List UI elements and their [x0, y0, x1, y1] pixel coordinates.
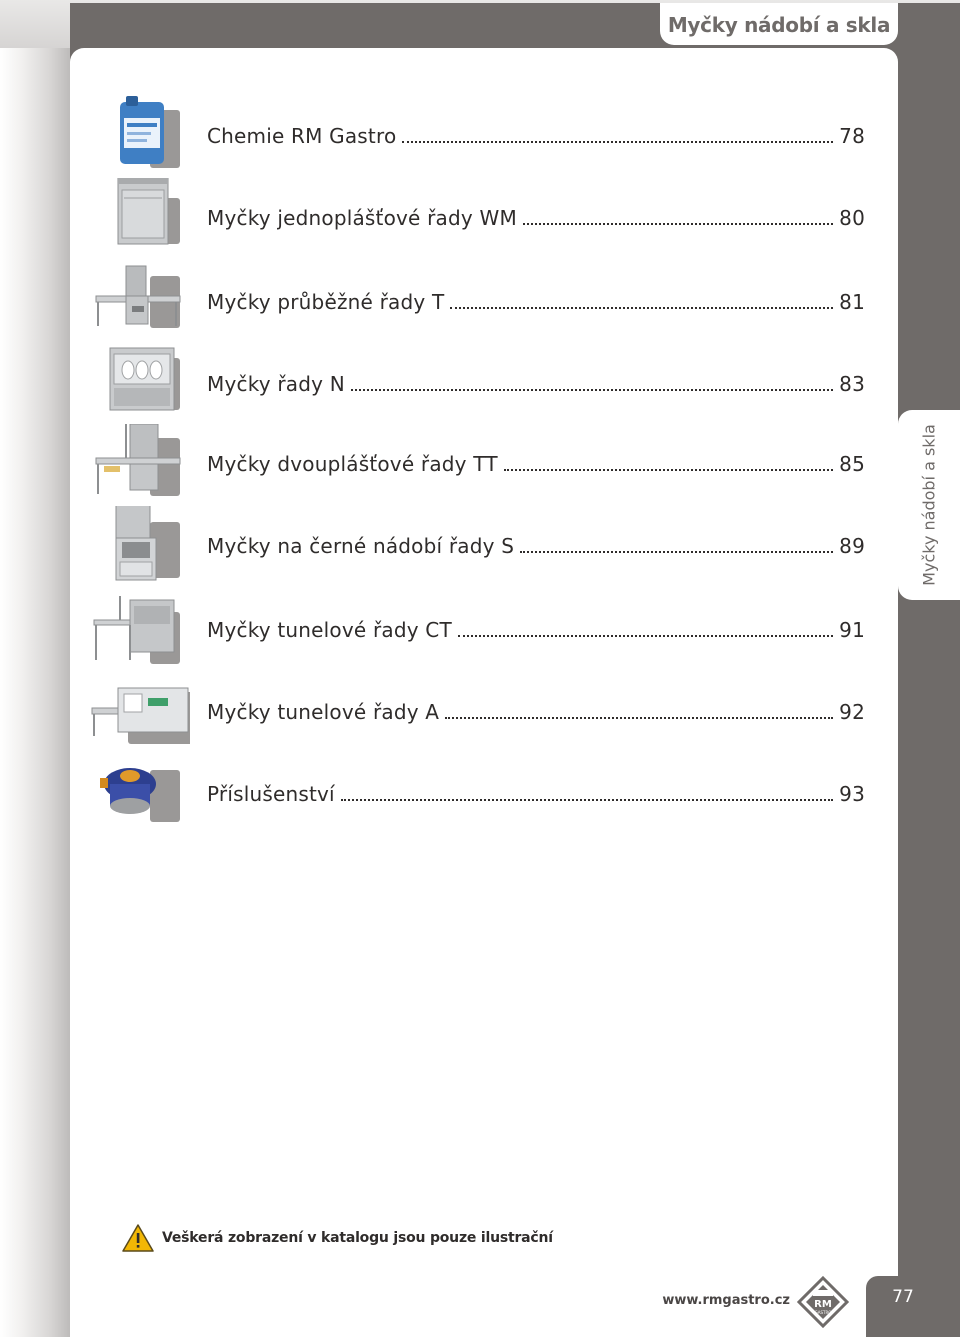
dot-leader	[458, 633, 833, 637]
toc-entry-title: Myčky průběžné řady T	[207, 290, 445, 314]
toc-entry-title: Myčky jednoplášťové řady WM	[207, 206, 517, 230]
dot-leader	[520, 549, 833, 553]
toc-entry-page: 78	[839, 124, 865, 148]
dot-leader	[523, 221, 833, 225]
toc-entry-line	[207, 618, 865, 642]
toc-entry-page: 81	[839, 290, 865, 314]
dot-leader	[351, 387, 833, 391]
rm-gastro-logo	[797, 1276, 849, 1328]
toc-entry[interactable]	[90, 344, 880, 424]
dot-leader	[402, 139, 833, 143]
dot-leader	[445, 715, 833, 719]
toc-entry-page: 92	[839, 700, 865, 724]
illustration-note-text: Veškerá zobrazení v katalogu jsou pouze ilustrační	[162, 1230, 553, 1246]
toc-entry-title: Myčky tunelové řady CT	[207, 618, 452, 642]
tunnel-dishwasher-a-icon	[90, 672, 190, 752]
toc-entry-line	[207, 534, 865, 558]
website-link[interactable]: www.rmgastro.cz	[662, 1293, 790, 1308]
toc-entry-line	[207, 452, 865, 476]
warning-icon	[122, 1224, 154, 1252]
page-number: 77	[892, 1287, 914, 1307]
left-gradient-band	[0, 0, 70, 1337]
toc-entry-title: Myčky na černé nádobí řady S	[207, 534, 515, 558]
toc-entry-title: Příslušenství	[207, 782, 335, 806]
toc-entry[interactable]	[90, 96, 880, 176]
toc-entry-line	[207, 124, 865, 148]
pass-through-dishwasher-icon	[90, 262, 190, 342]
toc-entry[interactable]	[90, 262, 880, 342]
toc-entry-line	[207, 372, 865, 396]
toc-entry-line	[207, 700, 865, 724]
svg-text:GASTRO: GASTRO	[814, 1310, 832, 1315]
toc-entry-title: Chemie RM Gastro	[207, 124, 397, 148]
accessory-pump-icon	[90, 754, 190, 834]
tunnel-dishwasher-ct-icon	[90, 590, 190, 670]
toc-entry-line	[207, 206, 865, 230]
front-loading-dishwasher-icon	[90, 178, 190, 258]
dot-leader	[504, 467, 833, 471]
toc-entry-line	[207, 782, 865, 806]
toc-entry-title: Myčky tunelové řady A	[207, 700, 440, 724]
detergent-canister-icon	[90, 96, 190, 176]
toc-entry[interactable]	[90, 178, 880, 258]
svg-text:RM: RM	[814, 1299, 832, 1310]
toc-entry[interactable]	[90, 672, 880, 752]
illustration-note	[122, 1224, 553, 1252]
toc-entry[interactable]	[90, 590, 880, 670]
toc-entry-page: 89	[839, 534, 865, 558]
pot-washer-icon	[90, 506, 190, 586]
toc-entry[interactable]	[90, 754, 880, 834]
section-title: Myčky nádobí a skla	[667, 13, 891, 37]
toc-entry-page: 91	[839, 618, 865, 642]
toc-entry-page: 80	[839, 206, 865, 230]
toc-entry-title: Myčky dvouplášťové řady TT	[207, 452, 498, 476]
toc-entry-page: 93	[839, 782, 865, 806]
glass-washer-icon	[90, 344, 190, 424]
toc-entry[interactable]	[90, 424, 880, 504]
toc-entry-page: 83	[839, 372, 865, 396]
double-wall-dishwasher-icon	[90, 424, 190, 504]
toc-entry[interactable]	[90, 506, 880, 586]
toc-entry-title: Myčky řady N	[207, 372, 345, 396]
toc-entry-page: 85	[839, 452, 865, 476]
dot-leader	[450, 305, 833, 309]
side-section-title: Myčky nádobí a skla	[919, 424, 939, 586]
toc-entry-line	[207, 290, 865, 314]
dot-leader	[341, 797, 833, 801]
